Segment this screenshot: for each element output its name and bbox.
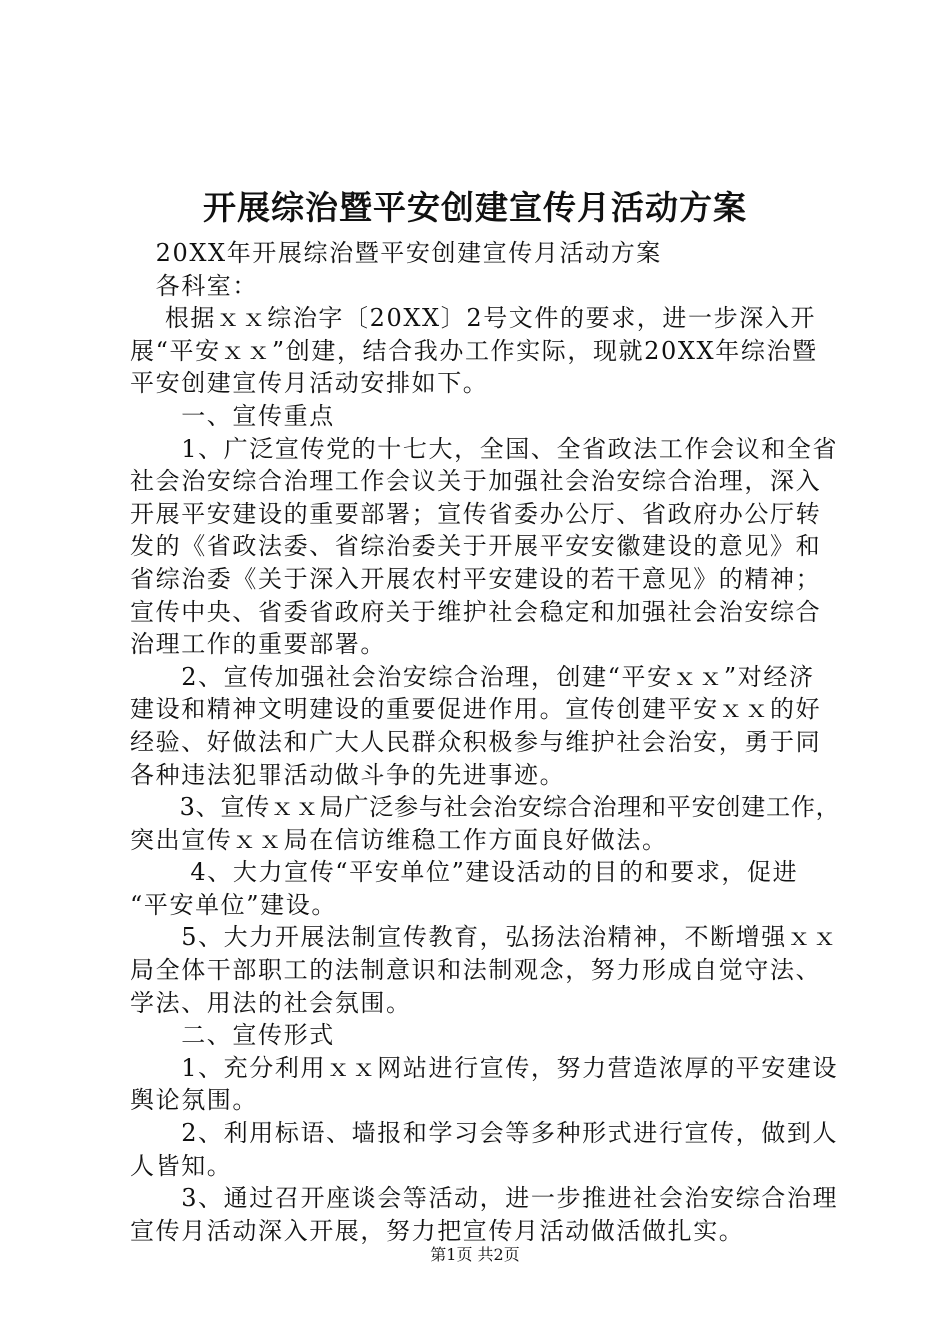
body-line: 3、宣传ｘｘ局广泛参与社会治安综合治理和平安创建工作，	[130, 793, 841, 822]
body-line: 宣传中央、省委省政府关于维护社会稳定和加强社会治安综合	[130, 597, 822, 626]
body-line: 1、广泛宣传党的十七大，全国、全省政法工作会议和全省	[130, 434, 839, 463]
document-body	[130, 237, 841, 1247]
document-title: 开展综治暨平安创建宣传月活动方案	[203, 188, 747, 227]
body-line: 5、大力开展法制宣传教育，弘扬法治精神，不断增强ｘｘ	[130, 923, 839, 952]
body-line: 各科室：	[130, 271, 258, 300]
body-line: 1、充分利用ｘｘ网站进行宣传，努力营造浓厚的平安建设	[130, 1053, 839, 1082]
body-line: 20XX年开展综治暨平安创建宣传月活动方案	[130, 239, 662, 267]
body-line: 学法、用法的社会氛围。	[130, 988, 412, 1017]
body-line: 局全体干部职工的法制意识和法制观念，努力形成自觉守法、	[130, 956, 822, 985]
body-line: “平安单位”建设。	[130, 890, 337, 919]
section-heading: 一、宣传重点	[130, 401, 335, 430]
body-line: 突出宣传ｘｘ局在信访维稳工作方面良好做法。	[130, 825, 668, 854]
body-line: 各种违法犯罪活动做斗争的先进事迹。	[130, 760, 566, 789]
body-line: 开展平安建设的重要部署；宣传省委办公厅、省政府办公厅转	[130, 499, 822, 528]
body-line: 根据ｘｘ综治字〔20XX〕2号文件的要求，进一步深入开	[130, 304, 817, 333]
body-line: 3、通过召开座谈会等活动，进一步推进社会治安综合治理	[130, 1184, 839, 1213]
page-number: 第1页 共2页	[430, 1245, 520, 1264]
body-line: 发的《省政法委、省综治委关于开展平安安徽建设的意见》和	[130, 532, 822, 561]
body-line: 2、利用标语、墙报和学习会等多种形式进行宣传，做到人	[130, 1119, 839, 1148]
body-line: 经验、好做法和广大人民群众积极参与维护社会治安，勇于同	[130, 727, 822, 756]
section-heading: 二、宣传形式	[130, 1021, 335, 1050]
body-line: 2、宣传加强社会治安综合治理，创建“平安ｘｘ”对经济	[130, 662, 815, 691]
body-line: 建设和精神文明建设的重要促进作用。宣传创建平安ｘｘ的好	[130, 695, 822, 724]
body-line: 4、大力宣传“平安单位”建设活动的目的和要求，促进	[130, 858, 799, 887]
body-line: 人皆知。	[130, 1151, 233, 1180]
body-line: 治理工作的重要部署。	[130, 630, 386, 659]
body-line: 展“平安ｘｘ”创建，结合我办工作实际，现就20XX年综治暨	[130, 336, 818, 365]
body-line: 平安创建宣传月活动安排如下。	[130, 369, 489, 398]
body-line: 社会治安综合治理工作会议关于加强社会治安综合治理，深入	[130, 467, 822, 496]
body-line: 省综治委《关于深入开展农村平安建设的若干意见》的精神；	[130, 564, 822, 593]
body-line: 宣传月活动深入开展，努力把宣传月活动做活做扎实。	[130, 1216, 745, 1245]
body-line: 舆论氛围。	[130, 1086, 258, 1115]
